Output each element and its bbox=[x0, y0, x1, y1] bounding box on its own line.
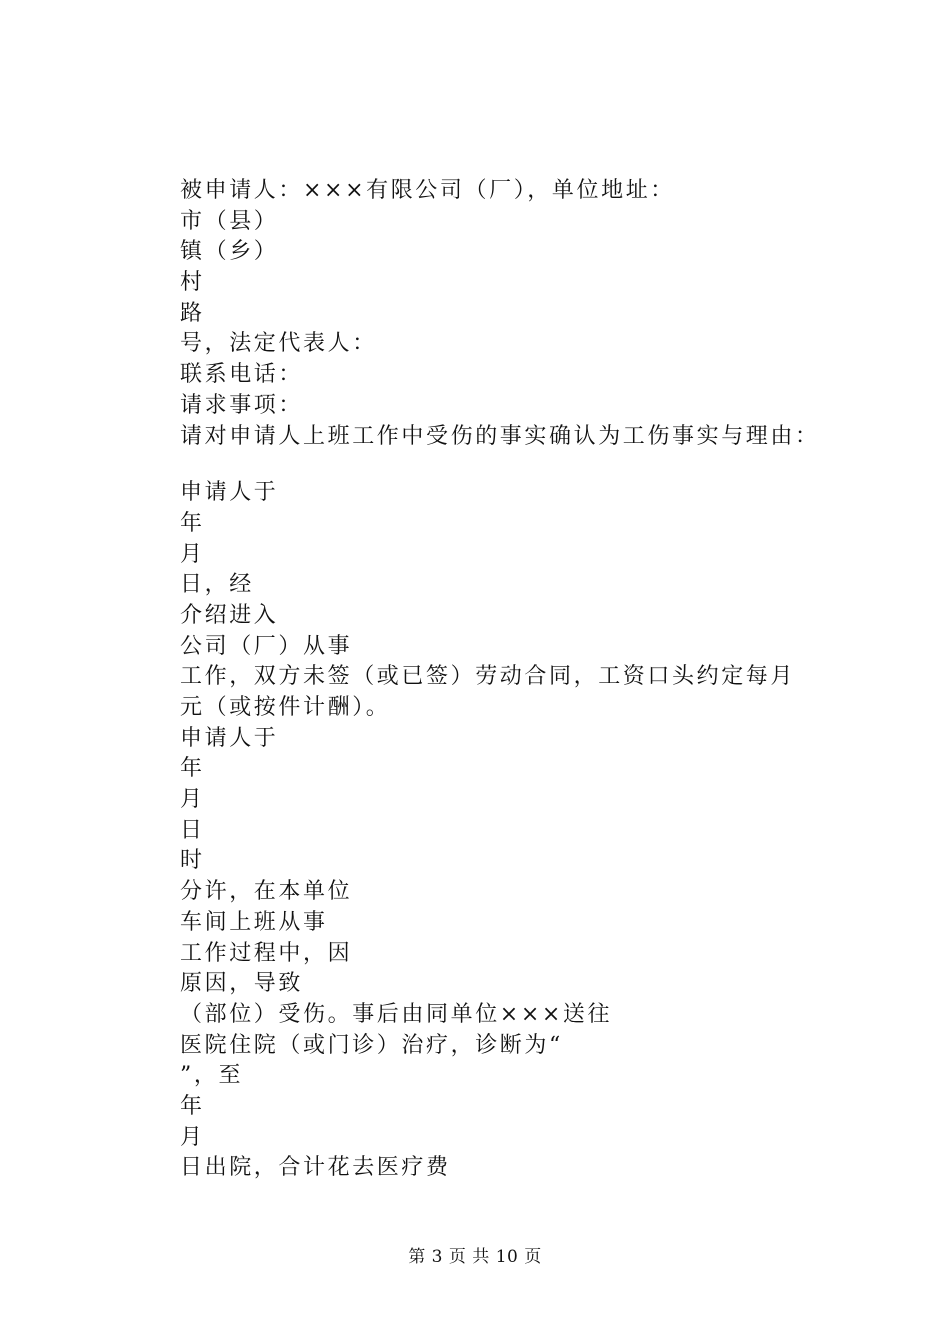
text-line: 镇（乡） bbox=[180, 239, 279, 265]
text-line: 月 bbox=[180, 787, 205, 813]
text-line: ”，至 bbox=[180, 1063, 244, 1089]
text-line: （部位）受伤。事后由同单位×××送往 bbox=[180, 1001, 613, 1027]
document-body bbox=[180, 176, 880, 1184]
text-line: 介绍进入 bbox=[180, 602, 279, 628]
text-line: 请对申请人上班工作中受伤的事实确认为工伤事实与理由： bbox=[180, 423, 820, 449]
text-line: 车间上班从事 bbox=[180, 909, 328, 935]
text-line: 工作过程中，因 bbox=[180, 940, 353, 966]
text-line: 公司（厂）从事 bbox=[180, 633, 353, 659]
text-line: 号，法定代表人： bbox=[180, 331, 377, 357]
text-line: 申请人于 bbox=[180, 725, 279, 751]
text-line: 分许，在本单位 bbox=[180, 879, 353, 905]
text-line: 时 bbox=[180, 848, 205, 874]
text-line: 申请人于 bbox=[180, 480, 279, 506]
text-line: 月 bbox=[180, 541, 205, 567]
text-line: 日出院，合计花去医疗费 bbox=[180, 1155, 451, 1181]
text-line: 元（或按件计酬）。 bbox=[180, 695, 391, 720]
text-line: 村 bbox=[180, 270, 205, 296]
text-line: 原因，导致 bbox=[180, 971, 304, 997]
text-line: 日 bbox=[180, 817, 205, 843]
page-number-footer: 第 3 页 共 10 页 bbox=[408, 1247, 542, 1267]
text-line: 联系电话： bbox=[180, 362, 304, 388]
text-line: 市（县） bbox=[180, 208, 279, 234]
text-line: 工作，双方未签（或已签）劳动合同，工资口头约定每月 bbox=[180, 664, 796, 690]
text-line: 请求事项： bbox=[180, 392, 304, 418]
text-line: 路 bbox=[180, 300, 205, 326]
text-line: 年 bbox=[180, 510, 205, 536]
text-line: 被申请人：×××有限公司（厂），单位地址： bbox=[180, 178, 675, 203]
text-line: 医院住院（或门诊）治疗，诊断为“ bbox=[180, 1032, 563, 1058]
text-line: 年 bbox=[180, 756, 205, 782]
text-line: 日，经 bbox=[180, 572, 254, 598]
text-line: 月 bbox=[180, 1124, 205, 1150]
text-line: 年 bbox=[180, 1093, 205, 1119]
